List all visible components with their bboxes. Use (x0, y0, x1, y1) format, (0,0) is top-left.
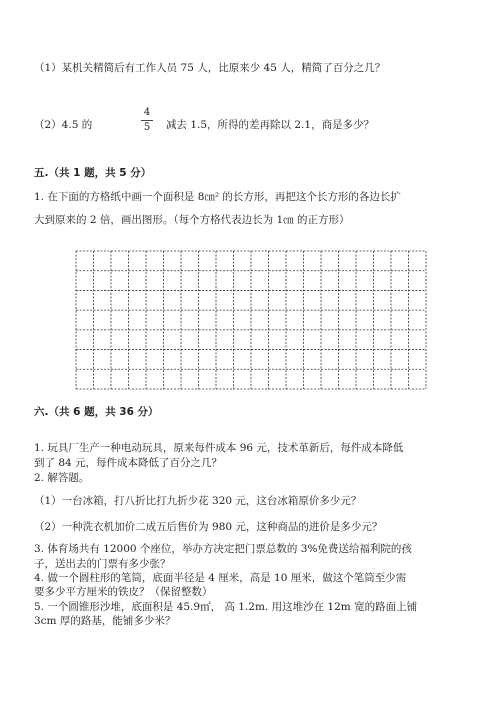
section-5-q1-line1: 1. 在下面的方格纸中画一个面积是 8㎝² 的长方形，再把这个长方形的各边长扩 (34, 191, 401, 203)
fraction-numerator: 4 (143, 107, 151, 118)
fraction-denominator: 5 (143, 122, 151, 133)
section-6-q1-line2: 到了 84 元，每件成本降低了百分之几？ (34, 457, 223, 469)
section-6-q2: 2. 解答题。 (34, 472, 90, 484)
question-2-prefix: （2）4.5 的 (34, 119, 93, 131)
question-1: （1）某机关精简后有工作人员 75 人，比原来少 45 人，精简了百分之几？ (34, 62, 386, 74)
section-5-title: 五.（共 1 题，共 5 分） (34, 167, 152, 179)
section-6-q4-line2: 要多少平方厘米的铁皮？（保留整数） (34, 586, 213, 598)
section-6-q2-sub2: （2）一种洗衣机加价二成五后售价为 980 元，这种商品的进价是多少元？ (34, 521, 383, 533)
section-6-q3-line2: 子，送出去的门票有多少张？ (34, 558, 171, 570)
fraction-four-fifths (141, 107, 153, 134)
section-6-q1-line1: 1. 玩具厂生产一种电动玩具，原来每件成本 96 元，技术革新后，每件成本降低 (34, 442, 404, 454)
section-5-q1-line2: 大到原来的 2 倍，画出图形。（每个方格代表边长为 1㎝ 的正方形） (34, 214, 350, 226)
fraction-bar (141, 120, 153, 121)
section-6-q5-line2: 3cm 厚的路基，能铺多少米？ (34, 615, 176, 627)
square-grid-paper (75, 250, 427, 390)
section-6-q2-sub1: （1）一台冰箱，打八折比打九折少花 320 元，这台冰箱原价多少元？ (34, 495, 362, 507)
section-6-q4-line1: 4. 做一个圆柱形的笔筒，底面半径是 4 厘米，高是 10 厘米，做这个笔筒至少需 (34, 572, 407, 584)
section-6-q3-line1: 3. 体育场共有 12000 个座位，举办方决定把门票总数的 3%免费送给福利院的孩 (34, 543, 412, 555)
question-2-suffix: 减去 1.5，所得的差再除以 2.1，商是多少？ (166, 119, 375, 131)
section-6-q5-line1: 5. 一个圆锥形沙堆，底面积是 45.9㎡， 高 1.2m. 用这堆沙在 12m 宽的路面上铺 (34, 601, 418, 613)
section-6-title: 六.（共 6 题，共 36 分） (34, 406, 159, 418)
